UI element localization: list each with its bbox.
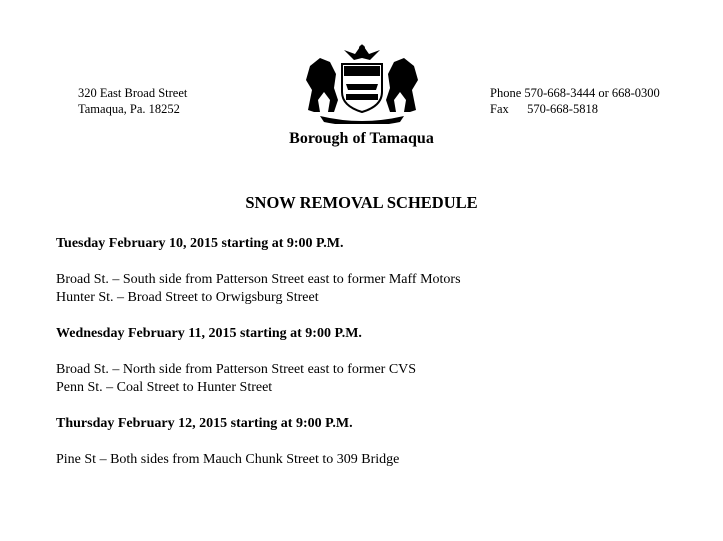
address-block	[78, 85, 187, 117]
section-heading: Wednesday February 11, 2015 starting at 9:00 P.M.	[56, 326, 362, 341]
contact-block	[490, 85, 660, 117]
address-line-street: 320 East Broad Street	[78, 86, 188, 100]
borough-name: Borough of Tamaqua	[289, 130, 434, 147]
fax-label: Fax	[490, 102, 509, 116]
phone-value: 570-668-3444 or 668-0300	[524, 86, 660, 100]
schedule-section-wednesday	[56, 325, 676, 397]
phone-label: Phone	[490, 86, 522, 100]
list-item: Pine St – Both sides from Mauch Chunk Street to 309 Bridge	[56, 452, 400, 467]
pennsylvania-coat-of-arms-icon	[300, 40, 424, 124]
document-title: SNOW REMOVAL SCHEDULE	[245, 193, 478, 212]
list-item: Hunter St. – Broad Street to Orwigsburg Street	[56, 290, 319, 305]
fax-line	[490, 101, 660, 117]
phone-line	[490, 85, 660, 101]
schedule-section-thursday	[56, 415, 676, 469]
fax-value: 570-668-5818	[527, 102, 598, 116]
section-heading: Thursday February 12, 2015 starting at 9:00 P.M.	[56, 416, 353, 431]
list-item: Broad St. – North side from Patterson Street east to former CVS	[56, 362, 417, 377]
schedule-section-tuesday	[56, 235, 676, 307]
schedule-body	[56, 235, 676, 487]
section-heading: Tuesday February 10, 2015 starting at 9:00 P.M.	[56, 236, 344, 251]
list-item: Broad St. – South side from Patterson Street east to former Maff Motors	[56, 272, 461, 287]
address-line-city: Tamaqua, Pa. 18252	[78, 102, 180, 116]
list-item: Penn St. – Coal Street to Hunter Street	[56, 380, 273, 395]
